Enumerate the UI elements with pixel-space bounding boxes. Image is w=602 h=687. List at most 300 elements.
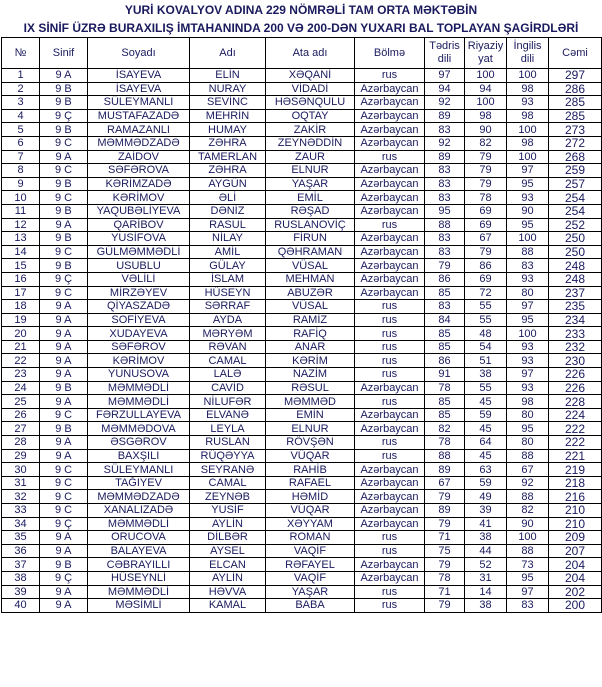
cell-no: 31 [2,476,40,490]
cell-soyadi: MƏMMƏDLİ [88,395,190,409]
table-row [2,123,602,137]
cell-soyadi: VƏLİLİ [88,272,190,286]
cell-cemi: 202 [549,585,602,599]
cell-ata-adi: XƏQANİ [266,69,355,83]
cell-riyaziyyat: 39 [465,504,507,518]
table-row [2,381,602,395]
cell-ingilis-dili: 97 [507,585,549,599]
cell-sinif: 9 A [40,531,88,545]
cell-ata-adi: VÜSAL [266,259,355,273]
cell-sinif: 9 C [40,463,88,477]
cell-cemi: 204 [549,558,602,572]
cell-no: 18 [2,300,40,314]
cell-no: 14 [2,245,40,259]
cell-adi: CAVİD [190,381,266,395]
cell-ingilis-dili: 95 [507,218,549,232]
cell-sinif: 9 C [40,286,88,300]
cell-cemi: 273 [549,123,602,137]
cell-soyadi: MƏMMƏDLİ [88,517,190,531]
cell-sinif: 9 C [40,136,88,150]
students-table [1,37,602,613]
document-title: YURİ KOVALYOV ADINA 229 NÖMRƏLİ TAM ORTA MƏKTƏBİN [124,3,478,17]
table-row [2,571,602,585]
cell-tedris-dili: 67 [425,476,465,490]
cell-sinif: 9 Ç [40,571,88,585]
cell-soyadi: ORUCOVA [88,531,190,545]
cell-riyaziyyat: 79 [465,245,507,259]
cell-tedris-dili: 88 [425,449,465,463]
cell-cemi: 297 [549,69,602,83]
cell-sinif: 9 B [40,259,88,273]
cell-tedris-dili: 85 [425,286,465,300]
cell-no: 3 [2,96,40,110]
cell-tedris-dili: 83 [425,232,465,246]
cell-ata-adi: BABA [266,599,355,613]
cell-cemi: 221 [549,449,602,463]
cell-tedris-dili: 84 [425,313,465,327]
cell-adi: AMİL [190,245,266,259]
table-row [2,286,602,300]
cell-sinif: 9 C [40,490,88,504]
cell-tedris-dili: 79 [425,490,465,504]
cell-ingilis-dili: 97 [507,300,549,314]
cell-ingilis-dili: 90 [507,204,549,218]
cell-cemi: 226 [549,381,602,395]
cell-cemi: 235 [549,300,602,314]
cell-cemi: 226 [549,368,602,382]
cell-soyadi: KƏRİMOV [88,191,190,205]
cell-ingilis-dili: 100 [507,69,549,83]
cell-riyaziyyat: 55 [465,381,507,395]
cell-riyaziyyat: 82 [465,136,507,150]
table-row [2,490,602,504]
cell-ingilis-dili: 90 [507,517,549,531]
cell-ingilis-dili: 83 [507,259,549,273]
cell-adi: KAMAL [190,599,266,613]
cell-ata-adi: ROMAN [266,531,355,545]
cell-sinif: 9 B [40,177,88,191]
cell-bolme: Azərbaycan [355,517,425,531]
cell-soyadi: ZAİDOV [88,150,190,164]
cell-bolme: rus [355,585,425,599]
cell-no: 24 [2,381,40,395]
cell-ingilis-dili: 100 [507,150,549,164]
cell-ata-adi: XƏYYAM [266,517,355,531]
cell-tedris-dili: 79 [425,259,465,273]
cell-cemi: 207 [549,544,602,558]
cell-cemi: 222 [549,422,602,436]
cell-ingilis-dili: 92 [507,476,549,490]
cell-riyaziyyat: 55 [465,300,507,314]
cell-cemi: 204 [549,571,602,585]
header-soyadi: Soyadı [88,38,190,69]
cell-riyaziyyat: 64 [465,436,507,450]
cell-riyaziyyat: 31 [465,571,507,585]
cell-adi: LEYLA [190,422,266,436]
cell-no: 21 [2,340,40,354]
cell-ingilis-dili: 97 [507,164,549,178]
cell-sinif: 9 A [40,354,88,368]
cell-ingilis-dili: 95 [507,571,549,585]
cell-tedris-dili: 78 [425,381,465,395]
cell-ingilis-dili: 97 [507,368,549,382]
cell-riyaziyyat: 41 [465,517,507,531]
cell-soyadi: SƏFƏROVA [88,164,190,178]
cell-adi: AYSEL [190,544,266,558]
cell-bolme: Azərbaycan [355,191,425,205]
cell-cemi: 234 [549,313,602,327]
cell-sinif: 9 A [40,340,88,354]
cell-cemi: 222 [549,436,602,450]
cell-tedris-dili: 75 [425,544,465,558]
cell-no: 9 [2,177,40,191]
cell-ingilis-dili: 93 [507,381,549,395]
cell-riyaziyyat: 55 [465,313,507,327]
cell-sinif: 9 A [40,327,88,341]
cell-ata-adi: VAQİF [266,571,355,585]
cell-sinif: 9 A [40,300,88,314]
cell-no: 35 [2,531,40,545]
cell-riyaziyyat: 38 [465,368,507,382]
cell-bolme: rus [355,436,425,450]
cell-cemi: 250 [549,245,602,259]
cell-riyaziyyat: 54 [465,340,507,354]
cell-no: 17 [2,286,40,300]
cell-adi: CAMAL [190,476,266,490]
cell-ata-adi: OQTAY [266,109,355,123]
cell-soyadi: İSAYEVA [88,82,190,96]
document-subtitle: IX SİNİF ÜZRƏ BURAXILIŞ İMTAHANINDA 200 VƏ 200-DƏN YUXARI BAL TOPLAYAN ŞAGİRDLƏRİ [23,21,579,35]
cell-adi: SƏRRAF [190,300,266,314]
cell-tedris-dili: 79 [425,558,465,572]
cell-bolme: Azərbaycan [355,82,425,96]
cell-ingilis-dili: 88 [507,490,549,504]
cell-riyaziyyat: 48 [465,327,507,341]
cell-tedris-dili: 83 [425,191,465,205]
table-row [2,82,602,96]
table-row [2,232,602,246]
cell-tedris-dili: 85 [425,327,465,341]
cell-sinif: 9 A [40,313,88,327]
cell-cemi: 233 [549,327,602,341]
cell-cemi: 228 [549,395,602,409]
cell-sinif: 9 A [40,69,88,83]
cell-ingilis-dili: 80 [507,436,549,450]
cell-ingilis-dili: 67 [507,463,549,477]
cell-tedris-dili: 78 [425,436,465,450]
cell-riyaziyyat: 38 [465,599,507,613]
cell-soyadi: YAQUBƏLİYEVA [88,204,190,218]
cell-adi: DİLBƏR [190,531,266,545]
cell-ingilis-dili: 98 [507,82,549,96]
cell-soyadi: MƏMMƏDLİ [88,585,190,599]
cell-adi: MƏRYƏM [190,327,266,341]
cell-soyadi: MƏMMƏDOVA [88,422,190,436]
cell-bolme: rus [355,300,425,314]
cell-bolme: Azərbaycan [355,571,425,585]
cell-soyadi: FƏRZULLAYEVA [88,408,190,422]
header-ingilis-dili [507,38,549,69]
cell-ingilis-dili: 98 [507,395,549,409]
cell-adi: AYGÜN [190,177,266,191]
cell-riyaziyyat: 51 [465,354,507,368]
header-row [2,38,602,69]
cell-ata-adi: VÜSAL [266,300,355,314]
cell-sinif: 9 A [40,150,88,164]
cell-ingilis-dili: 95 [507,422,549,436]
header-no: № [2,38,40,69]
cell-bolme: Azərbaycan [355,558,425,572]
cell-ata-adi: RAFİQ [266,327,355,341]
cell-no: 32 [2,490,40,504]
cell-no: 29 [2,449,40,463]
cell-no: 15 [2,259,40,273]
cell-sinif: 9 A [40,585,88,599]
cell-tedris-dili: 85 [425,395,465,409]
table-row [2,69,602,83]
table-row [2,476,602,490]
cell-riyaziyyat: 59 [465,408,507,422]
cell-ingilis-dili: 88 [507,544,549,558]
cell-no: 8 [2,164,40,178]
cell-sinif: 9 Ç [40,517,88,531]
table-row [2,96,602,110]
cell-ata-adi: ANAR [266,340,355,354]
cell-adi: NURAY [190,82,266,96]
cell-cemi: 254 [549,191,602,205]
cell-cemi: 237 [549,286,602,300]
cell-tedris-dili: 79 [425,599,465,613]
cell-sinif: 9 A [40,544,88,558]
header-riyaziyyat-line1: Riyaziy [467,40,504,52]
table-row [2,340,602,354]
cell-ata-adi: QƏHRAMAN [266,245,355,259]
cell-bolme: rus [355,544,425,558]
cell-riyaziyyat: 45 [465,422,507,436]
cell-riyaziyyat: 94 [465,82,507,96]
table-row [2,436,602,450]
cell-ingilis-dili: 93 [507,272,549,286]
cell-soyadi: HÜSEYNLİ [88,571,190,585]
cell-soyadi: MƏMMƏDZADƏ [88,490,190,504]
cell-sinif: 9 C [40,164,88,178]
cell-riyaziyyat: 72 [465,286,507,300]
cell-tedris-dili: 71 [425,531,465,545]
cell-no: 13 [2,232,40,246]
cell-ata-adi: RUSLANOVİÇ [266,218,355,232]
cell-tedris-dili: 86 [425,272,465,286]
cell-soyadi: QİYASZADƏ [88,300,190,314]
cell-sinif: 9 B [40,123,88,137]
cell-tedris-dili: 86 [425,354,465,368]
cell-bolme: Azərbaycan [355,204,425,218]
cell-riyaziyyat: 49 [465,490,507,504]
header-riyaziyyat-line2: yat [478,53,493,65]
cell-ata-adi: FİRUN [266,232,355,246]
header-sinif: Sinif [40,38,88,69]
cell-cemi: 210 [549,517,602,531]
cell-soyadi: TAĞIYEV [88,476,190,490]
cell-ata-adi: ELNUR [266,164,355,178]
table-row [2,449,602,463]
cell-soyadi: GÜLMƏMMƏDLİ [88,245,190,259]
table-row [2,245,602,259]
cell-adi: ZƏHRA [190,136,266,150]
cell-cemi: 254 [549,204,602,218]
cell-cemi: 218 [549,476,602,490]
table-row [2,517,602,531]
cell-tedris-dili: 71 [425,585,465,599]
table-row [2,218,602,232]
cell-sinif: 9 B [40,422,88,436]
cell-ingilis-dili: 93 [507,340,549,354]
cell-bolme: Azərbaycan [355,490,425,504]
cell-riyaziyyat: 78 [465,191,507,205]
cell-cemi: 285 [549,109,602,123]
cell-ata-adi: EMİL [266,191,355,205]
table-row [2,354,602,368]
cell-ingilis-dili: 93 [507,354,549,368]
cell-no: 30 [2,463,40,477]
cell-bolme: rus [355,218,425,232]
cell-adi: NİLUFƏR [190,395,266,409]
cell-soyadi: XANALIZADƏ [88,504,190,518]
cell-bolme: Azərbaycan [355,232,425,246]
header-riyaziyyat [465,38,507,69]
cell-ingilis-dili: 80 [507,286,549,300]
table-row [2,544,602,558]
cell-no: 38 [2,571,40,585]
table-row [2,109,602,123]
cell-soyadi: SOFİYEVA [88,313,190,327]
cell-soyadi: KƏRİMOV [88,354,190,368]
cell-tedris-dili: 92 [425,136,465,150]
cell-bolme: Azərbaycan [355,504,425,518]
cell-bolme: Azərbaycan [355,476,425,490]
cell-tedris-dili: 78 [425,571,465,585]
cell-no: 22 [2,354,40,368]
cell-tedris-dili: 89 [425,109,465,123]
cell-tedris-dili: 89 [425,504,465,518]
cell-ata-adi: VÜQAR [266,449,355,463]
cell-adi: RASUL [190,218,266,232]
header-bolme: Bölmə [355,38,425,69]
cell-ata-adi: ABUZƏR [266,286,355,300]
table-row [2,191,602,205]
table-row [2,164,602,178]
cell-sinif: 9 A [40,218,88,232]
cell-ata-adi: YAŞAR [266,585,355,599]
cell-no: 2 [2,82,40,96]
cell-bolme: Azərbaycan [355,286,425,300]
cell-tedris-dili: 83 [425,245,465,259]
table-row [2,272,602,286]
cell-no: 1 [2,69,40,83]
cell-cemi: 268 [549,150,602,164]
cell-ingilis-dili: 100 [507,531,549,545]
cell-no: 25 [2,395,40,409]
header-cemi: Cəmi [549,38,602,69]
cell-soyadi: BALAYEVA [88,544,190,558]
cell-ata-adi: NAZİM [266,368,355,382]
cell-adi: ELCAN [190,558,266,572]
cell-bolme: Azərbaycan [355,177,425,191]
table-row [2,531,602,545]
cell-tedris-dili: 82 [425,422,465,436]
table-row [2,558,602,572]
cell-sinif: 9 A [40,599,88,613]
table-row [2,408,602,422]
cell-soyadi: YUSİFOVA [88,232,190,246]
cell-adi: MEHRİN [190,109,266,123]
cell-adi: ELİN [190,69,266,83]
cell-cemi: 248 [549,259,602,273]
cell-adi: LALƏ [190,368,266,382]
cell-ingilis-dili: 80 [507,408,549,422]
cell-no: 26 [2,408,40,422]
cell-no: 36 [2,544,40,558]
cell-cemi: 286 [549,82,602,96]
cell-bolme: Azərbaycan [355,259,425,273]
table-row [2,599,602,613]
cell-adi: AYLİN [190,517,266,531]
table-row [2,136,602,150]
cell-ata-adi: RAHİB [266,463,355,477]
cell-adi: ZEYNƏB [190,490,266,504]
cell-adi: SEYRANƏ [190,463,266,477]
cell-riyaziyyat: 69 [465,218,507,232]
cell-ata-adi: HƏSƏNQULU [266,96,355,110]
cell-ata-adi: ZAKİR [266,123,355,137]
cell-riyaziyyat: 69 [465,272,507,286]
cell-ata-adi: YAŞAR [266,177,355,191]
cell-bolme: Azərbaycan [355,96,425,110]
cell-ata-adi: VAQİF [266,544,355,558]
cell-ata-adi: VİDADİ [266,82,355,96]
cell-cemi: 224 [549,408,602,422]
cell-sinif: 9 B [40,96,88,110]
cell-cemi: 209 [549,531,602,545]
cell-adi: NİLAY [190,232,266,246]
cell-soyadi: MƏMMƏDZADƏ [88,136,190,150]
cell-ata-adi: VÜQAR [266,504,355,518]
cell-riyaziyyat: 100 [465,69,507,83]
table-row [2,150,602,164]
cell-sinif: 9 Ç [40,272,88,286]
cell-soyadi: BAXŞILI [88,449,190,463]
cell-no: 28 [2,436,40,450]
cell-ingilis-dili: 73 [507,558,549,572]
cell-no: 39 [2,585,40,599]
cell-sinif: 9 C [40,408,88,422]
cell-sinif: 9 Ç [40,109,88,123]
cell-no: 34 [2,517,40,531]
cell-riyaziyyat: 79 [465,164,507,178]
cell-ata-adi: RAFAEL [266,476,355,490]
cell-ingilis-dili: 95 [507,177,549,191]
cell-riyaziyyat: 79 [465,150,507,164]
cell-cemi: 200 [549,599,602,613]
cell-ata-adi: MEHMAN [266,272,355,286]
cell-riyaziyyat: 59 [465,476,507,490]
cell-no: 12 [2,218,40,232]
header-ingilis-line2: dili [520,53,535,65]
cell-bolme: rus [355,395,425,409]
cell-sinif: 9 B [40,82,88,96]
cell-cemi: 248 [549,272,602,286]
cell-adi: TAMERLAN [190,150,266,164]
cell-soyadi: MİRZƏYEV [88,286,190,300]
